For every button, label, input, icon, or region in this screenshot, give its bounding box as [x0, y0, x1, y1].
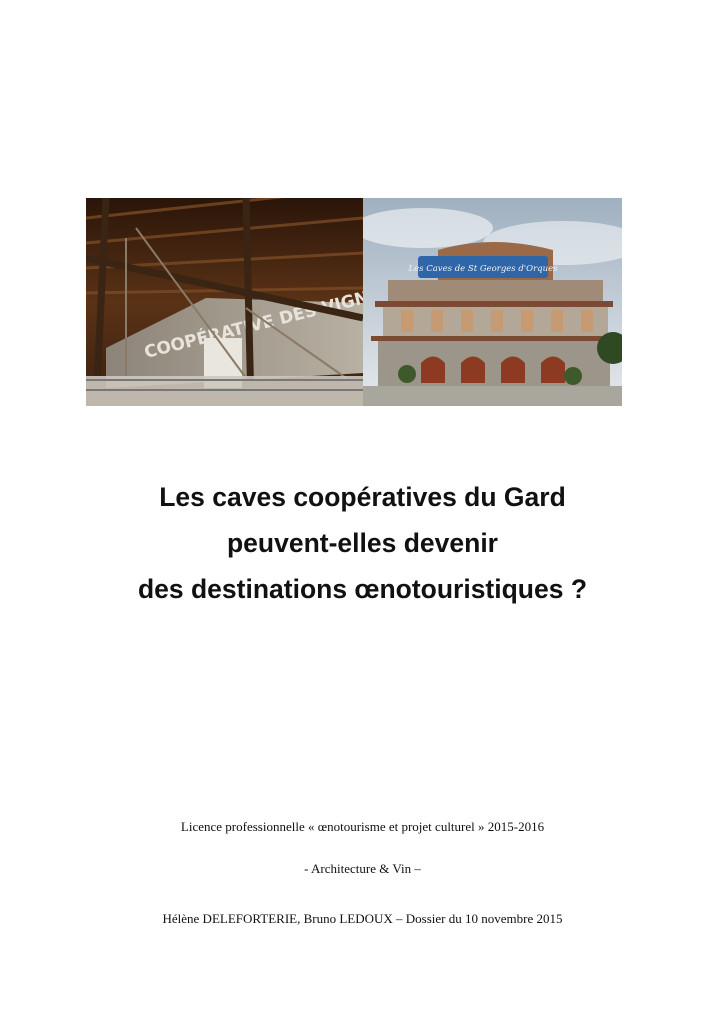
cellar-interior-photo	[86, 198, 363, 406]
title-line-2: peuvent-elles devenir	[227, 528, 498, 558]
authors-line: Hélène DELEFORTERIE, Bruno LEDOUX – Dossier du 10 novembre 2015	[162, 911, 563, 926]
cellar-facade-photo	[363, 198, 622, 406]
cover-photos	[86, 198, 622, 406]
title-line-3: des destinations œnotouristiques ?	[137, 574, 588, 604]
subject-line: - Architecture & Vin –	[304, 861, 421, 876]
document-title	[0, 474, 725, 612]
program-line: Licence professionnelle « œnotourisme et projet culturel » 2015-2016	[180, 819, 545, 834]
title-line-1: Les caves coopératives du Gard	[159, 482, 566, 512]
facade-sign: Les Caves de St Georges d'Orques	[408, 264, 558, 274]
